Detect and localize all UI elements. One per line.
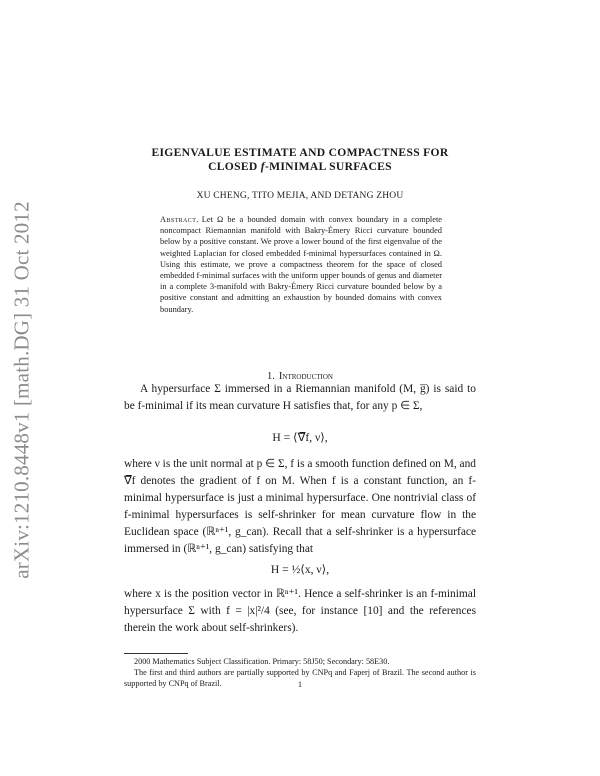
title-f-symbol: f — [260, 160, 265, 173]
abstract — [160, 214, 442, 315]
arxiv-identifier: arXiv:1210.8448v1 [math.DG] 31 Oct 2012 — [9, 201, 34, 579]
intro-paragraph-3: where x is the position vector in ℝⁿ⁺¹. Hence a self-shrinker is an f-minimal hypersurface Σ with f = |x|²/4 (see, for instance [10] and the references therein the work about self-shrinkers). — [124, 588, 476, 634]
title-line-2-post: -MINIMAL SURFACES — [264, 160, 392, 173]
footnote-rule — [124, 653, 188, 654]
intro-paragraph-2: where ν is the unit normal at p ∈ Σ, f is a smooth function defined on M, and ∇̅f denotes the gradient of f on M. When f is a constant function, an f-minimal hypersurface is just a minimal hypersurface. One nontrivial class of f-minimal hypersurfaces is self-shrinker for mean curvature flow in the Euclidean space (ℝⁿ⁺¹, g_can). Recall that a self-shrinker is a hypersurface immersed in (ℝⁿ⁺¹, g_can) satisfying that — [124, 458, 476, 555]
paper-title — [100, 146, 500, 174]
footnote-funding: The first and third authors are partially supported by CNPq and Faperj of Brazil. The second author is supported by CNPq of Brazil. — [124, 668, 476, 688]
equation-self-shrinker: H = ½⟨x, ν⟩, — [270, 563, 330, 576]
title-line-1: EIGENVALUE ESTIMATE AND COMPACTNESS FOR — [151, 146, 449, 159]
abstract-label: Abstract. — [160, 215, 199, 224]
author-list: XU CHENG, TITO MEJIA, AND DETANG ZHOU — [196, 191, 404, 201]
footnote-msc: 2000 Mathematics Subject Classification. Primary: 58J50; Secondary: 58E30. — [134, 657, 390, 666]
abstract-text: Let Ω be a bounded domain with convex boundary in a complete noncompact Riemannian manifold with Bakry-Émery Ricci curvature bounded below by a positive constant. We prove a lower bound of the first eigenvalue of the weighted Laplacian for closed embedded f-minimal hypersurfaces contained in Ω. Using this estimate, we prove a compactness theorem for the space of closed embedded f-minimal surfaces with the uniform upper bounds of genus and diameter in a complete 3-manifold with Bakry-Émery Ricci curvature bounded below by a positive constant and admitting an exhaustion by bounded domains with convex boundary. — [160, 215, 442, 314]
intro-paragraph-1: A hypersurface Σ immersed in a Riemannian manifold (M, g̅) is said to be f-minimal if its mean curvature H satisfies that, for any p ∈ Σ, — [124, 383, 476, 412]
title-line-2-pre: CLOSED — [208, 160, 261, 173]
equation-f-minimal: H = ⟨∇̅f, ν⟩, — [272, 431, 328, 444]
section-number: 1. — [267, 371, 275, 382]
section-title: Introduction — [278, 371, 333, 382]
title-line-2 — [100, 160, 500, 174]
page-number: 1 — [297, 680, 303, 689]
